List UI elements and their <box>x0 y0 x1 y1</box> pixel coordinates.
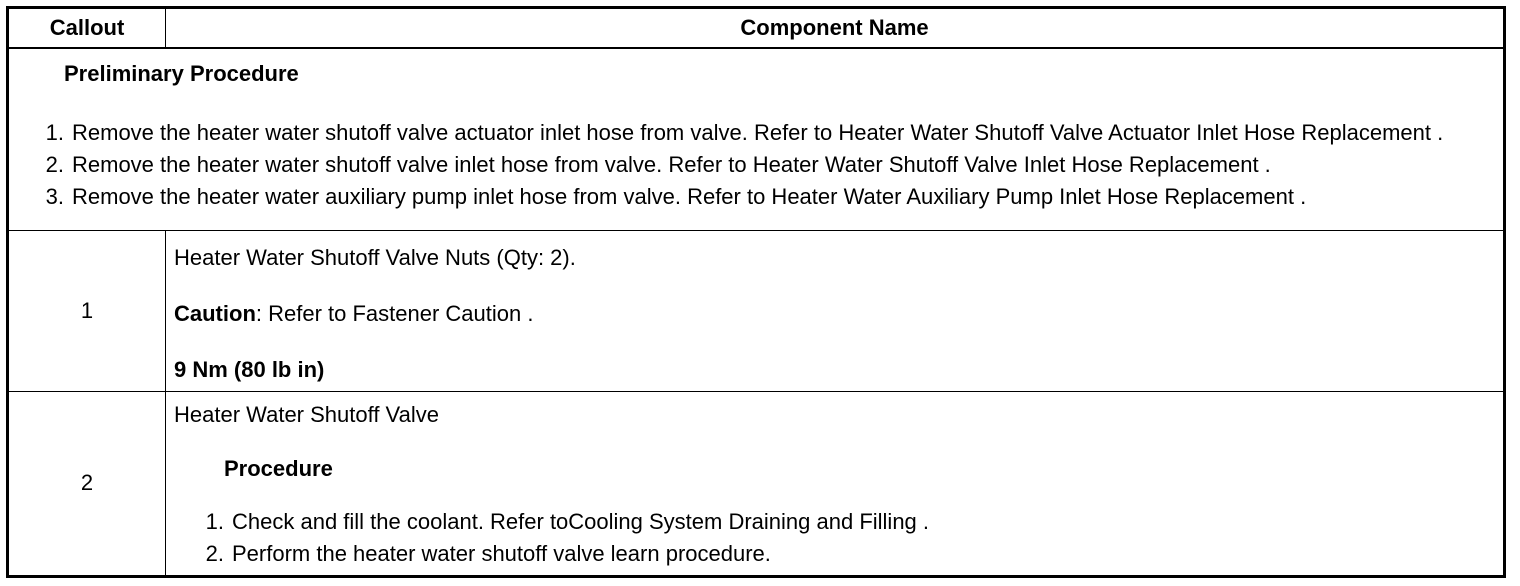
list-item <box>9 181 1503 213</box>
list-item <box>9 149 1503 181</box>
preliminary-cell <box>9 48 1504 230</box>
table-header-row <box>9 9 1504 49</box>
caution-label: Caution <box>174 300 256 326</box>
header-component-name: Component Name <box>166 9 1504 49</box>
step-text: Remove the heater water shutoff valve inlet hose from valve. Refer to Heater Water Shutoff Valve Inlet Hose Replacement . <box>72 152 1271 177</box>
component-name: Heater Water Shutoff Valve <box>174 401 439 427</box>
procedure-steps <box>174 506 1495 570</box>
step-text: Remove the heater water auxiliary pump inlet hose from valve. Refer to Heater Water Auxiliary Pump Inlet Hose Replacement . <box>72 184 1307 209</box>
component-cell <box>166 230 1504 391</box>
caution-line <box>174 299 1495 329</box>
step-text: Perform the heater water shutoff valve learn procedure. <box>232 540 771 566</box>
component-cell <box>166 391 1504 576</box>
component-name: Heater Water Shutoff Valve Nuts (Qty: 2). <box>174 244 576 270</box>
step-number: 2. <box>45 152 64 177</box>
list-item <box>174 538 1495 570</box>
step-number: 1. <box>205 508 224 534</box>
step-text: Remove the heater water shutoff valve actuator inlet hose from valve. Refer to Heater Water Shutoff Valve Actuator Inlet Hose Replacement . <box>72 120 1444 145</box>
component-table-sheet <box>6 6 1506 578</box>
step-text: Check and fill the coolant. Refer toCooling System Draining and Filling . <box>232 508 930 534</box>
preliminary-steps <box>9 117 1503 213</box>
table-row <box>9 230 1504 391</box>
step-number: 1. <box>45 120 64 145</box>
caution-text: : Refer to Fastener Caution . <box>255 300 534 326</box>
preliminary-row <box>9 48 1504 230</box>
step-number: 3. <box>45 184 64 209</box>
table-row <box>9 391 1504 576</box>
list-item <box>174 506 1495 538</box>
header-callout: Callout <box>9 9 166 49</box>
step-number: 2. <box>205 540 224 566</box>
callout-cell: 1 <box>9 230 166 391</box>
callout-cell: 2 <box>9 391 166 576</box>
list-item <box>9 117 1503 149</box>
preliminary-title: Preliminary Procedure <box>64 61 299 86</box>
procedure-title: Procedure <box>224 455 333 481</box>
component-table <box>8 8 1504 576</box>
torque-spec: 9 Nm (80 lb in) <box>174 356 325 382</box>
